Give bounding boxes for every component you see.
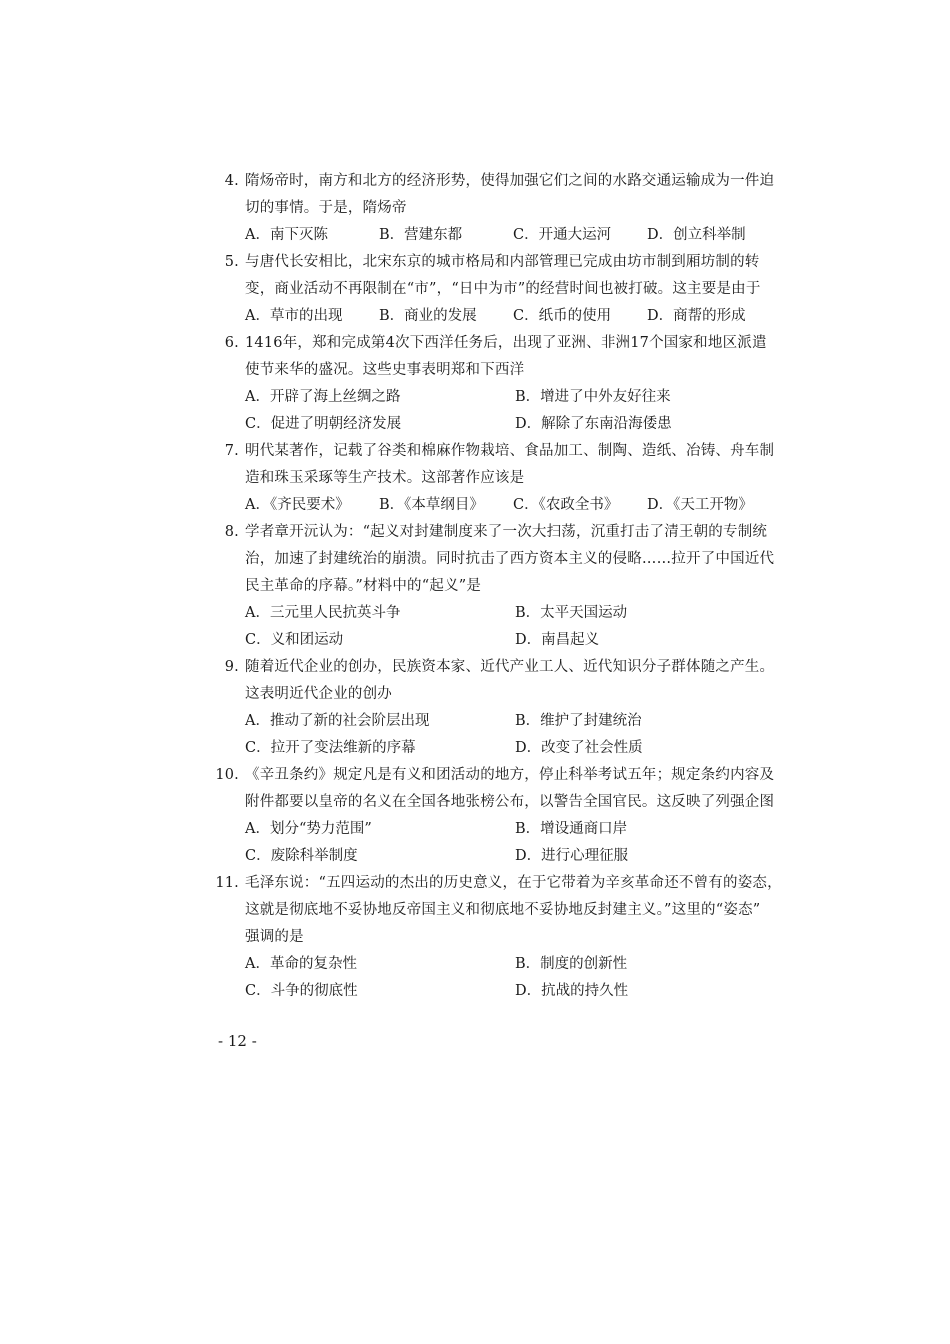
question-text: 强调的是 [245, 929, 304, 945]
question-text: 《辛丑条约》规定凡是有义和团活动的地方，停止科举考试五年；规定条约内容及 [245, 767, 775, 783]
question-number: 8. [224, 524, 239, 540]
question-number: 5. [224, 254, 239, 270]
options [215, 600, 795, 654]
question-8 [215, 519, 795, 654]
option-d[interactable]: D．创立科举制 [647, 227, 746, 243]
option-d[interactable]: D．改变了社会性质 [515, 740, 643, 756]
question-text: 明代某著作，记载了谷类和棉麻作物栽培、食品加工、制陶、造纸、冶铸、舟车制 [245, 443, 775, 459]
option-a[interactable]: A．革命的复杂性 [245, 956, 357, 972]
options [215, 384, 795, 438]
option-b[interactable]: B．《本草纲目》 [379, 497, 484, 513]
option-c[interactable]: C．斗争的彻底性 [245, 983, 358, 999]
question-5 [215, 249, 795, 330]
question-number: 9. [224, 659, 239, 675]
question-text: 与唐代长安相比，北宋东京的城市格局和内部管理已完成由坊市制到厢坊制的转 [245, 254, 760, 270]
option-d[interactable]: D．解除了东南沿海倭患 [515, 416, 672, 432]
option-d[interactable]: D．《天工开物》 [647, 497, 753, 513]
question-4 [215, 168, 795, 249]
question-number: 11. [215, 875, 239, 891]
question-6 [215, 330, 795, 438]
question-text: 民主革命的序幕。”材料中的“起义”是 [245, 578, 482, 594]
option-c[interactable]: C．纸币的使用 [513, 308, 612, 324]
question-text: 随着近代企业的创办，民族资本家、近代产业工人、近代知识分子群体随之产生。 [245, 659, 775, 675]
option-b[interactable]: B．营建东都 [379, 227, 463, 243]
question-text: 切的事情。于是，隋炀帝 [245, 200, 407, 216]
option-a[interactable]: A．划分“势力范围” [245, 821, 372, 837]
question-text: 造和珠玉采琢等生产技术。这部著作应该是 [245, 470, 525, 486]
options [215, 951, 795, 1005]
question-text: 使节来华的盛况。这些史事表明郑和下西洋 [245, 362, 525, 378]
question-number: 4. [224, 173, 239, 189]
option-b[interactable]: B．商业的发展 [379, 308, 477, 324]
question-11 [215, 870, 795, 1005]
question-text: 这表明近代企业的创办 [245, 686, 392, 702]
question-text: 1416年，郑和完成第4次下西洋任务后，出现了亚洲、非洲17个国家和地区派遣 [245, 335, 767, 351]
option-c[interactable]: C．开通大运河 [513, 227, 612, 243]
option-c[interactable]: C．《农政全书》 [513, 497, 619, 513]
option-d[interactable]: D．抗战的持久性 [515, 983, 629, 999]
question-text: 附件都要以皇帝的名义在全国各地张榜公布，以警告全国官民。这反映了列强企图 [245, 794, 775, 810]
option-c[interactable]: C．促进了明朝经济发展 [245, 416, 402, 432]
option-d[interactable]: D．进行心理征服 [515, 848, 629, 864]
option-c[interactable]: C．废除科举制度 [245, 848, 358, 864]
question-text: 这就是彻底地不妥协地反帝国主义和彻底地不妥协地反封建主义。”这里的“姿态” [245, 902, 761, 918]
question-10 [215, 762, 795, 870]
question-number: 10. [215, 767, 239, 783]
question-text: 隋炀帝时，南方和北方的经济形势，使得加强它们之间的水路交通运输成为一件迫 [245, 173, 775, 189]
question-text: 学者章开沅认为：“起义对封建制度来了一次大扫荡，沉重打击了清王朝的专制统 [245, 524, 768, 540]
option-b[interactable]: B．增设通商口岸 [515, 821, 628, 837]
question-7 [215, 438, 795, 519]
option-b[interactable]: B．增进了中外友好往来 [515, 389, 671, 405]
options [215, 222, 795, 249]
option-a[interactable]: A．南下灭陈 [245, 227, 328, 243]
option-d[interactable]: D．南昌起义 [515, 632, 600, 648]
question-9 [215, 654, 795, 762]
option-a[interactable]: A．开辟了海上丝绸之路 [245, 389, 401, 405]
exam-page [215, 168, 795, 1005]
page-number: - 12 - [218, 1032, 257, 1050]
option-c[interactable]: C．义和团运动 [245, 632, 344, 648]
options [215, 303, 795, 330]
options [215, 708, 795, 762]
options [215, 816, 795, 870]
option-b[interactable]: B．制度的创新性 [515, 956, 628, 972]
question-number: 6. [224, 335, 239, 351]
option-b[interactable]: B．太平天国运动 [515, 605, 628, 621]
options [215, 492, 795, 519]
option-a[interactable]: A．草市的出现 [245, 308, 343, 324]
option-a[interactable]: A．三元里人民抗英斗争 [245, 605, 401, 621]
question-text: 治，加速了封建统治的崩溃。同时抗击了西方资本主义的侵略……拉开了中国近代 [245, 551, 775, 567]
question-number: 7. [224, 443, 239, 459]
option-a[interactable]: A．《齐民要术》 [245, 497, 350, 513]
question-text: 毛泽东说：“五四运动的杰出的历史意义，在于它带着为辛亥革命还不曾有的姿态， [245, 875, 782, 891]
option-a[interactable]: A．推动了新的社会阶层出现 [245, 713, 430, 729]
option-d[interactable]: D．商帮的形成 [647, 308, 746, 324]
option-b[interactable]: B．维护了封建统治 [515, 713, 642, 729]
option-c[interactable]: C．拉开了变法维新的序幕 [245, 740, 416, 756]
question-text: 变，商业活动不再限制在“市”，“日中为市”的经营时间也被打破。这主要是由于 [245, 281, 761, 297]
